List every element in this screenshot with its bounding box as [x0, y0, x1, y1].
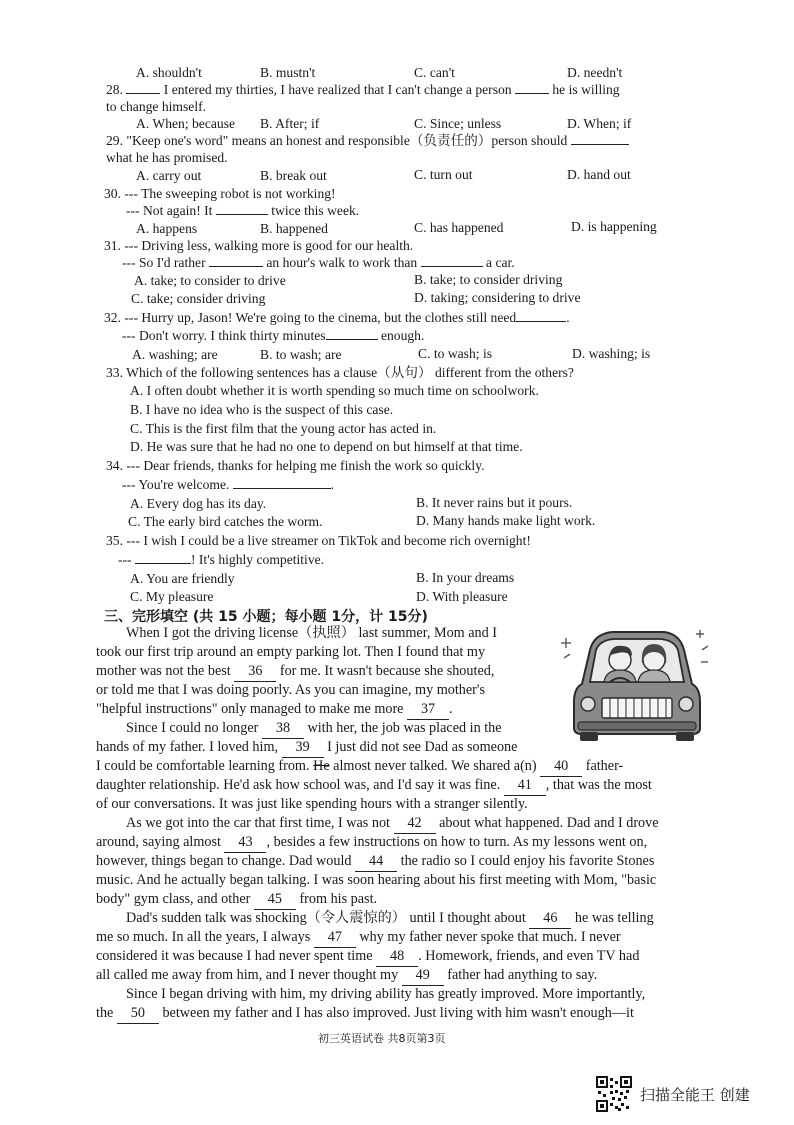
q29-option-a: A. carry out — [136, 168, 202, 183]
q31-stem: 31. --- Driving less, walking more is good for our health. — [104, 238, 414, 253]
q31-stem-cont: --- So I'd rather an hour's walk to work than a car. — [122, 255, 515, 270]
passage-line: took our first trip around an empty parking lot. Then I found that my — [96, 644, 486, 660]
blank-43[interactable]: 43 — [224, 833, 266, 853]
scanner-watermark: 扫描全能王 创建 — [640, 1086, 750, 1104]
q30-stem: 30. --- The sweeping robot is not working! — [104, 186, 336, 201]
passage-line: daughter relationship. He'd ask how school was, and I'd say it was fine. 41 , that was the most — [96, 776, 652, 796]
passage-line: the 50 between my father and I has also improved. Just living with him wasn't enough—it — [96, 1004, 634, 1024]
q34-option-c: C. The early bird catches the worm. — [128, 514, 323, 529]
passage-line: mother was not the best 36 for me. It wasn't because she shouted, — [96, 662, 494, 682]
q28-option-b: B. After; if — [260, 116, 320, 131]
q32-option-b: B. to wash; are — [260, 347, 342, 362]
passage-line: Since I began driving with him, my driving ability has greatly improved. More importantly, — [126, 986, 646, 1002]
passage-line: of our conversations. It was just like spending hours with a stranger silently. — [96, 796, 528, 812]
passage-line: Since I could no longer 38 with her, the job was placed in the — [126, 719, 502, 739]
blank-50[interactable]: 50 — [117, 1004, 159, 1024]
blank-47[interactable]: 47 — [314, 928, 356, 948]
q30-stem-cont: --- Not again! It twice this week. — [126, 203, 360, 218]
q33-stem: 33. Which of the following sentences has a clause（从句） different from the others? — [106, 365, 574, 380]
q27-option-d: D. needn't — [567, 65, 623, 80]
passage-line: As we got into the car that first time, I was not 42 about what happened. Dad and I drove — [126, 814, 659, 834]
q34-option-b: B. It never rains but it pours. — [416, 495, 573, 510]
q28-stem-cont: to change himself. — [106, 99, 207, 114]
page-footer: 初三英语试卷 共8页第3页 — [318, 1032, 446, 1045]
q32-option-c: C. to wash; is — [418, 346, 493, 361]
q29-option-b: B. break out — [260, 168, 327, 183]
passage-line: however, things began to change. Dad would 44 the radio so I could enjoy his favorite Stones — [96, 852, 654, 872]
q31-option-b: B. take; to consider driving — [414, 272, 563, 287]
q35-option-c: C. My pleasure — [130, 589, 214, 604]
blank-37[interactable]: 37 — [407, 700, 449, 720]
q28-option-d: D. When; if — [567, 116, 632, 131]
passage-line: all called me away from him, and I never thought my 49 father had anything to say. — [96, 966, 597, 986]
passage-line: hands of my father. I loved him, 39 I just did not see Dad as someone — [96, 738, 517, 758]
q33-option-d: D. He was sure that he had no one to depend on but himself at that time. — [130, 439, 523, 454]
q33-option-c: C. This is the first film that the young actor has acted in. — [130, 421, 437, 436]
q28-stem: 28. I entered my thirties, I have realized that I can't change a person he is willing — [106, 82, 620, 97]
car-illustration-image — [560, 624, 710, 742]
blank-38[interactable]: 38 — [262, 719, 304, 739]
q30-option-c: C. has happened — [414, 220, 504, 235]
blank-41[interactable]: 41 — [504, 776, 546, 796]
q32-option-a: A. washing; are — [132, 347, 218, 362]
q27-option-a: A. shouldn't — [136, 65, 202, 80]
passage-line: me so much. In all the years, I always 47 why my father never spoke that much. I never — [96, 928, 621, 948]
qr-code-icon — [596, 1076, 632, 1112]
q30-option-b: B. happened — [260, 221, 328, 236]
q31-option-c: C. take; consider driving — [131, 291, 266, 306]
blank-48[interactable]: 48 — [376, 947, 418, 967]
passage-line: around, saying almost 43 , besides a few instructions on how to turn. As my lessons went on, — [96, 833, 647, 853]
q35-option-a: A. You are friendly — [130, 571, 235, 586]
q34-option-d: D. Many hands make light work. — [416, 513, 596, 528]
q35-stem-cont: --- ! It's highly competitive. — [118, 552, 325, 567]
q29-option-d: D. hand out — [567, 167, 631, 182]
q35-option-b: B. In your dreams — [416, 570, 515, 585]
q30-option-a: A. happens — [136, 221, 198, 236]
q35-stem: 35. --- I wish I could be a live streamer on TikTok and become rich overnight! — [106, 533, 531, 548]
q34-stem-cont: --- You're welcome. . — [122, 477, 335, 492]
q27-option-b: B. mustn't — [260, 65, 316, 80]
q29-stem: 29. "Keep one's word" means an honest and responsible（负责任的）person should — [106, 132, 629, 149]
q27-option-c: C. can't — [414, 65, 455, 80]
section-3-title: 三、完形填空 (共 15 小题；每小题 1分，计 15分) — [104, 609, 428, 625]
passage-line: When I got the driving license（执照） last summer, Mom and I — [126, 625, 497, 641]
q29-stem-cont: what he has promised. — [106, 150, 228, 165]
q33-option-b: B. I have no idea who is the suspect of this case. — [130, 402, 394, 417]
blank-45[interactable]: 45 — [254, 890, 296, 910]
q28-option-c: C. Since; unless — [414, 116, 502, 131]
passage-line: Dad's sudden talk was shocking（令人震惊的） until I thought about 46 he was telling — [126, 909, 654, 929]
q34-stem: 34. --- Dear friends, thanks for helping me finish the work so quickly. — [106, 458, 485, 473]
passage-line: body" gym class, and other 45 from his past. — [96, 890, 377, 910]
q28-option-a: A. When; because — [136, 116, 236, 131]
blank-40[interactable]: 40 — [540, 757, 582, 777]
blank-39[interactable]: 39 — [282, 738, 324, 758]
q31-option-a: A. take; to consider to drive — [134, 273, 286, 288]
blank-49[interactable]: 49 — [402, 966, 444, 986]
blank-36[interactable]: 36 — [234, 662, 276, 682]
passage-line: music. And he actually began talking. I was soon hearing about his first meeting with Mom, "basic — [96, 872, 657, 888]
q29-option-c: C. turn out — [414, 167, 473, 182]
blank-44[interactable]: 44 — [355, 852, 397, 872]
q32-stem: 32. --- Hurry up, Jason! We're going to the cinema, but the clothes still need . — [104, 310, 570, 325]
q35-option-d: D. With pleasure — [416, 589, 508, 604]
blank-46[interactable]: 46 — [529, 909, 571, 929]
passage-line: considered it was because I had never spent time 48 . Homework, friends, and even TV had — [96, 947, 639, 967]
passage-line: I could be comfortable learning from. He almost never talked. We shared a(n) 40 father- — [96, 757, 623, 777]
q34-option-a: A. Every dog has its day. — [130, 496, 267, 511]
q31-option-d: D. taking; considering to drive — [414, 290, 581, 305]
q32-stem-cont: --- Don't worry. I think thirty minutes enough. — [122, 328, 425, 343]
passage-line: or told me that I was doing poorly. As you can imagine, my mother's — [96, 682, 485, 698]
q32-option-d: D. washing; is — [572, 346, 651, 361]
passage-line: "helpful instructions" only managed to make me more 37 . — [96, 700, 453, 720]
blank-42[interactable]: 42 — [394, 814, 436, 834]
q30-option-d: D. is happening — [571, 219, 657, 234]
q33-option-a: A. I often doubt whether it is worth spending so much time on schoolwork. — [130, 383, 539, 398]
